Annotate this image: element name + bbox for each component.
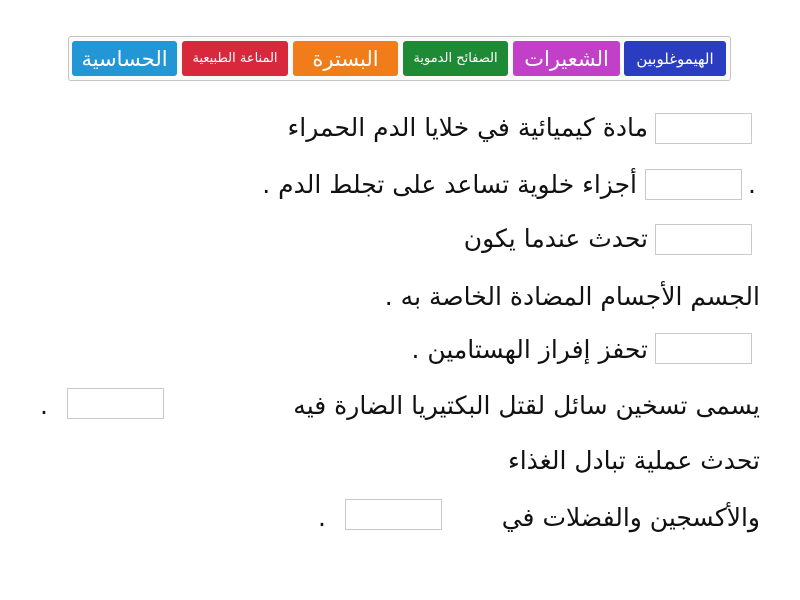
sentence-8: والأكسجين والفضلات في — [501, 503, 760, 532]
sentence-5: تحفز إفراز الهستامين . — [411, 335, 648, 364]
word-chip-platelets[interactable]: الصفائح الدموية — [403, 41, 508, 76]
word-chip-hemoglobin[interactable]: الهيموغلوبين — [624, 41, 726, 76]
answer-slot-3[interactable] — [655, 224, 752, 255]
sentence-4: الجسم الأجسام المضادة الخاصة به . — [384, 282, 760, 311]
sentence-2: أجزاء خلوية تساعد على تجلط الدم . — [262, 170, 637, 199]
answer-slot-1[interactable] — [655, 113, 752, 144]
answer-slot-2[interactable] — [645, 169, 742, 200]
answer-slot-4[interactable] — [655, 333, 752, 364]
sentence-3: تحدث عندما يكون — [463, 224, 648, 253]
answer-slot-6[interactable] — [345, 499, 442, 530]
sentence-7: تحدث عملية تبادل الغذاء — [507, 446, 760, 475]
sentence-8-tail-period: . — [318, 503, 326, 532]
word-chip-capillaries[interactable]: الشعيرات — [513, 41, 620, 76]
sentence-6-tail-period: . — [40, 391, 48, 420]
sentence-6: يسمى تسخين سائل لقتل البكتيريا الضارة فيه — [293, 391, 760, 420]
answer-slot-5[interactable] — [67, 388, 164, 419]
sentence-1: مادة كيميائية في خلايا الدم الحمراء — [287, 113, 648, 142]
word-chip-allergy[interactable]: الحساسية — [72, 41, 177, 76]
sentence-2-lead-period: . — [748, 170, 756, 199]
word-bank — [68, 36, 731, 81]
word-chip-natural-immunity[interactable]: المناعة الطبيعية — [182, 41, 288, 76]
word-chip-pasteurization[interactable]: البسترة — [293, 41, 398, 76]
